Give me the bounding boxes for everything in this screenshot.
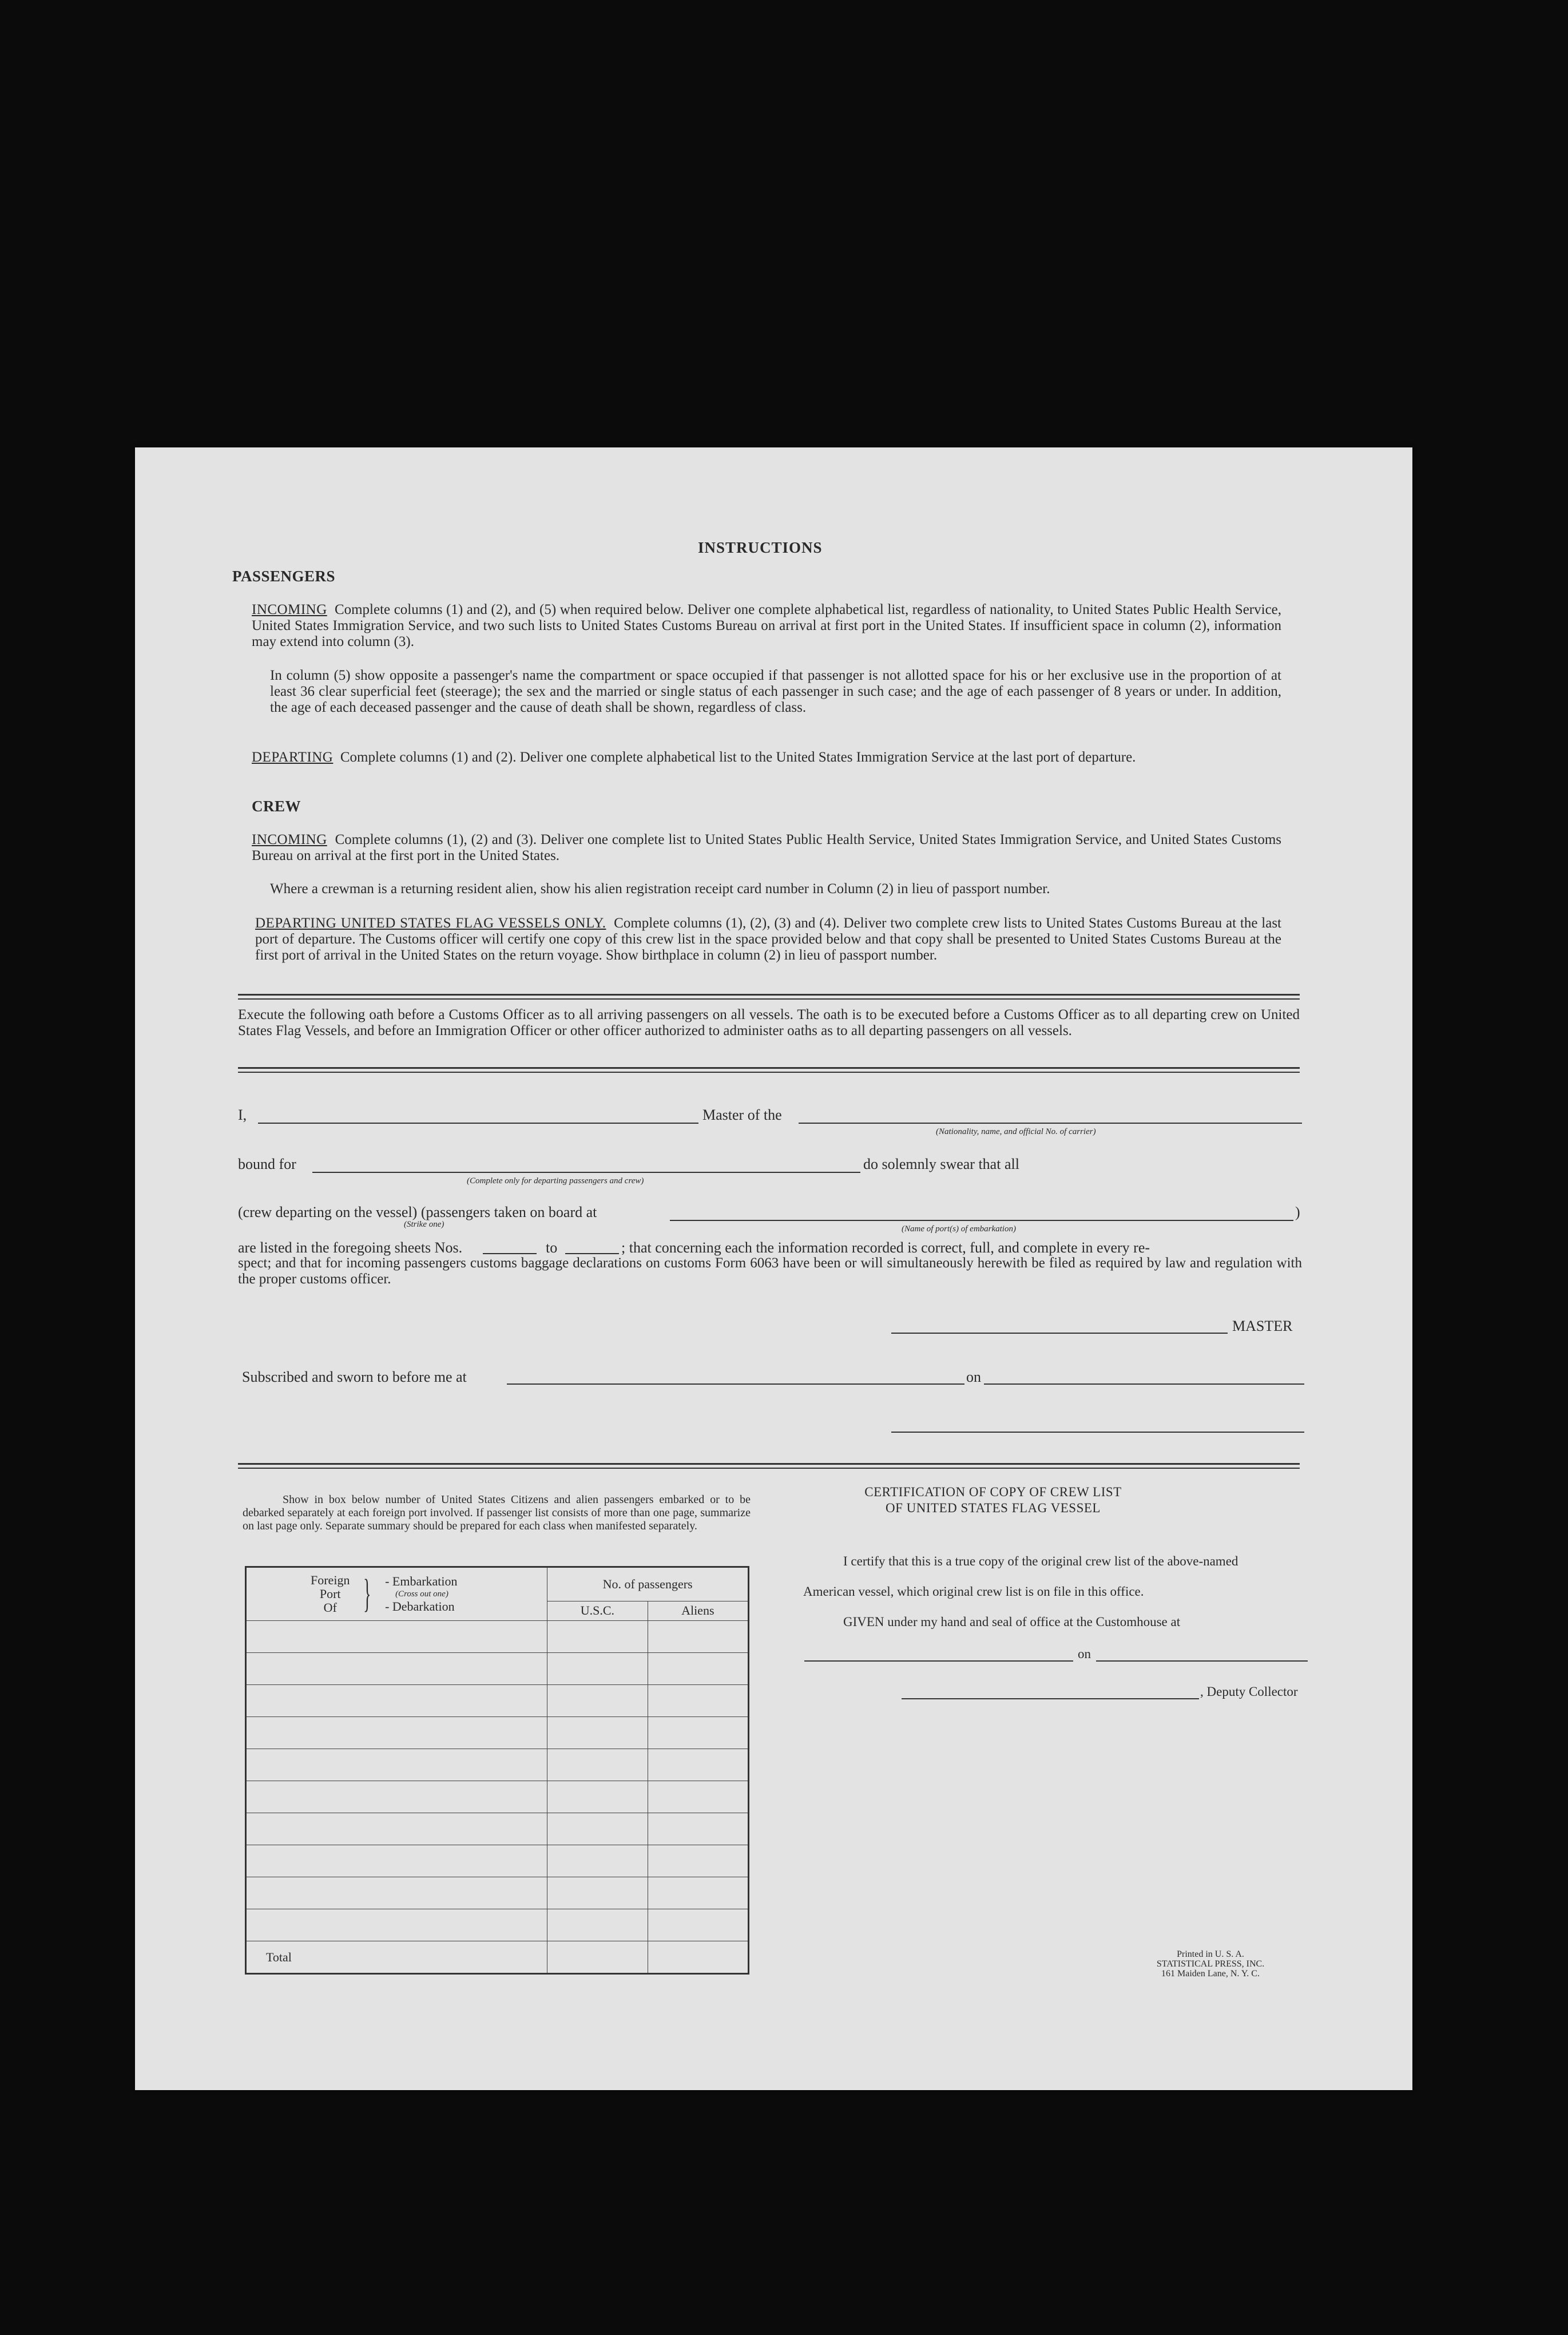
passengers-incoming-label: INCOMING: [252, 602, 327, 617]
crew-incoming-text: Complete columns (1), (2) and (3). Deliver one complete list to United States Public Health Service, United States Immigration Service, and United States Customs Bureau on arrival at the first port in the United States.: [252, 832, 1282, 863]
bound-for-label: bound for: [238, 1156, 296, 1172]
brace: }: [363, 1572, 371, 1616]
listed-to: to: [546, 1239, 558, 1256]
aliens-total-cell[interactable]: [648, 1941, 748, 1974]
table-row: [246, 1845, 749, 1877]
officer-signature-field[interactable]: [891, 1432, 1304, 1433]
port-cell[interactable]: [246, 1717, 547, 1749]
port-header: [246, 1567, 547, 1621]
listed-text-c: spect; and that for incoming passengers customs baggage declarations on customs Form 6063 have been or will simultaneously herewith be filed as required by law and regulation with the proper customs officer.: [238, 1255, 1302, 1287]
cert-on-label: on: [1078, 1647, 1091, 1661]
page-title: INSTRUCTIONS: [698, 539, 823, 556]
bound-for-caption: (Complete only for departing passengers and crew): [467, 1176, 644, 1186]
foreign-label: Foreign: [311, 1573, 350, 1587]
total-row: [246, 1941, 749, 1974]
aliens-cell[interactable]: [648, 1845, 748, 1877]
customhouse-field[interactable]: [804, 1660, 1073, 1662]
sworn-date-field[interactable]: [984, 1383, 1304, 1385]
table-row: [246, 1685, 749, 1717]
usc-cell[interactable]: [547, 1781, 648, 1813]
passengers-column5: In column (5) show opposite a passenger's name the compartment or space occupied if that passenger is not allotted space for his or her exclusive use in the proportion of at least 36 clear superficial feet (steerage); the sex and the married or single status of each passenger in such case; and the age of each passenger of 8 years or under. In addition, the age of each deceased passenger and the cause of death shall be shown, regardless of class.: [270, 668, 1281, 715]
aliens-cell[interactable]: [648, 1621, 748, 1653]
passenger-summary-table: [245, 1566, 749, 1975]
table-row: [246, 1749, 749, 1781]
crew-incoming: [252, 832, 1281, 864]
bound-for-field[interactable]: [312, 1172, 860, 1173]
deputy-collector-label: , Deputy Collector: [1200, 1684, 1298, 1699]
crew-departing: [255, 915, 1281, 964]
port-cell[interactable]: [246, 1653, 547, 1685]
usc-header: U.S.C.: [547, 1601, 648, 1620]
usc-cell[interactable]: [547, 1845, 648, 1877]
total-label: Total: [246, 1941, 547, 1974]
passengers-incoming: [252, 602, 1281, 650]
certify-text-2: American vessel, which original crew list is on file in this office.: [803, 1584, 1144, 1599]
debarkation-label: - Debarkation: [385, 1599, 455, 1614]
passengers-heading: PASSENGERS: [232, 568, 336, 585]
usc-cell[interactable]: [547, 1749, 648, 1781]
divider: [238, 994, 1300, 996]
master-name-field[interactable]: [258, 1123, 698, 1124]
table-row: [246, 1781, 749, 1813]
usc-cell[interactable]: [547, 1621, 648, 1653]
port-label: Port: [319, 1587, 341, 1601]
cross-out-caption: (Cross out one): [395, 1589, 448, 1599]
of-label: Of: [323, 1600, 337, 1615]
port-cell[interactable]: [246, 1813, 547, 1845]
port-cell[interactable]: [246, 1877, 547, 1909]
port-cell[interactable]: [246, 1685, 547, 1717]
passengers-incoming-text: Complete columns (1) and (2), and (5) when required below. Deliver one complete alphabetical list, regardless of nationality, to United States Public Health Service, United States Immigration Service, and two such lists to United States Customs Bureau on arrival at first port in the United States. If insufficient space in column (2), information may extend into column (3).: [252, 602, 1282, 649]
divider: [238, 1468, 1300, 1469]
subscribed-label: Subscribed and sworn to before me at: [242, 1369, 467, 1385]
crew-departing-option: (crew departing on the vessel) (passengers taken on board at: [238, 1204, 597, 1220]
printer-line1: Printed in U. S. A.: [1177, 1949, 1244, 1959]
aliens-cell[interactable]: [648, 1717, 748, 1749]
port-cell[interactable]: [246, 1749, 547, 1781]
divider: [238, 1463, 1300, 1465]
sheet-to-field[interactable]: [565, 1253, 619, 1254]
usc-cell[interactable]: [547, 1685, 648, 1717]
given-text: GIVEN under my hand and seal of office at the Customhouse at: [843, 1615, 1181, 1629]
usc-cell[interactable]: [547, 1653, 648, 1685]
listed-text-a: are listed in the foregoing sheets Nos.: [238, 1239, 463, 1256]
listed-text-b: ; that concerning each the information recorded is correct, full, and complete in every re-: [621, 1239, 1150, 1256]
carrier-field[interactable]: [799, 1123, 1302, 1124]
crew-departing-label: DEPARTING UNITED STATES FLAG VESSELS ONLY.: [255, 915, 606, 931]
aliens-cell[interactable]: [648, 1781, 748, 1813]
sheet-from-field[interactable]: [483, 1253, 537, 1254]
table-row: [246, 1877, 749, 1909]
cert-date-field[interactable]: [1096, 1660, 1308, 1662]
aliens-cell[interactable]: [648, 1749, 748, 1781]
usc-cell[interactable]: [547, 1877, 648, 1909]
certification-title: [821, 1484, 1165, 1516]
divider: [238, 1072, 1300, 1073]
printer-line2: STATISTICAL PRESS, INC.: [1156, 1959, 1265, 1969]
close-paren: ): [1295, 1204, 1300, 1220]
aliens-header: Aliens: [648, 1601, 748, 1620]
table-row: [246, 1909, 749, 1941]
certify-text-1: I certify that this is a true copy of the original crew list of the above-named: [843, 1554, 1238, 1568]
port-of-embarkation-field[interactable]: [670, 1220, 1293, 1221]
port-cell[interactable]: [246, 1621, 547, 1653]
aliens-cell[interactable]: [648, 1653, 748, 1685]
usc-total-cell[interactable]: [547, 1941, 648, 1974]
usc-cell[interactable]: [547, 1909, 648, 1941]
table-row: [246, 1717, 749, 1749]
crew-incoming-label: INCOMING: [252, 832, 327, 847]
passengers-departing: [252, 750, 1281, 766]
oath-i: I,: [238, 1107, 247, 1123]
summary-instructions: Show in box below number of United States Citizens and alien passengers embarked or to be debarked separately at each foreign port involved. If passenger list consists of more than one page, summarize on last page only. Separate summary should be prepared for each class when manifested separately.: [243, 1493, 751, 1532]
master-label: MASTER: [1232, 1318, 1293, 1334]
deputy-signature-field[interactable]: [902, 1698, 1199, 1699]
form-page: [135, 447, 1412, 2090]
aliens-cell[interactable]: [648, 1877, 748, 1909]
usc-cell[interactable]: [547, 1813, 648, 1845]
port-cell[interactable]: [246, 1909, 547, 1941]
certification-title-line1: CERTIFICATION OF COPY OF CREW LIST: [864, 1485, 1122, 1499]
table-row: [246, 1621, 749, 1653]
no-passengers-header: No. of passengers: [547, 1567, 749, 1601]
table-row: [246, 1653, 749, 1685]
strike-one-caption: (Strike one): [404, 1220, 444, 1229]
port-cell[interactable]: [246, 1781, 547, 1813]
aliens-cell[interactable]: [648, 1909, 748, 1941]
crew-departing-text: Complete columns (1), (2), (3) and (4). Deliver two complete crew lists to United States Customs Bureau at the last port of departure. The Customs officer will certify one copy of this crew list in the space provided below and that copy shall be presented to United States Customs Bureau at the first port of arrival in the United States on the return voyage. Show birthplace in column (2) in lieu of passport number.: [255, 915, 1281, 963]
passengers-departing-label: DEPARTING: [252, 750, 334, 765]
crew-heading: CREW: [252, 798, 301, 815]
sworn-on-label: on: [966, 1369, 981, 1385]
master-of-the-label: Master of the: [702, 1107, 782, 1123]
carrier-caption: (Nationality, name, and official No. of carrier): [936, 1127, 1096, 1136]
oath-intro: Execute the following oath before a Customs Officer as to all arriving passengers on all vessels. The oath is to be executed before a Customs Officer as to all departing crew on United States Flag Vessels, and before an Immigration Officer or other officer authorized to administer oaths as to all departing passengers on all vessels.: [238, 1007, 1300, 1038]
do-swear-text: do solemnly swear that all: [863, 1156, 1019, 1172]
sworn-place-field[interactable]: [507, 1383, 964, 1385]
aliens-cell[interactable]: [648, 1685, 748, 1717]
embarkation-label: - Embarkation: [385, 1574, 458, 1588]
printer-line3: 161 Maiden Lane, N. Y. C.: [1161, 1969, 1260, 1979]
port-cell[interactable]: [246, 1845, 547, 1877]
table-row: [246, 1813, 749, 1845]
master-signature-field[interactable]: [891, 1333, 1228, 1334]
usc-cell[interactable]: [547, 1717, 648, 1749]
printer-imprint: [1119, 1949, 1302, 1979]
aliens-cell[interactable]: [648, 1813, 748, 1845]
divider: [238, 1067, 1300, 1069]
certification-title-line2: OF UNITED STATES FLAG VESSEL: [886, 1501, 1101, 1515]
crew-resident: Where a crewman is a returning resident alien, show his alien registration receipt card number in Column (2) in lieu of passport number.: [270, 881, 1050, 897]
passengers-departing-text: Complete columns (1) and (2). Deliver one complete alphabetical list to the United States Immigration Service at the last port of departure.: [340, 750, 1136, 765]
divider: [238, 998, 1300, 1000]
port-caption: (Name of port(s) of embarkation): [902, 1224, 1016, 1234]
